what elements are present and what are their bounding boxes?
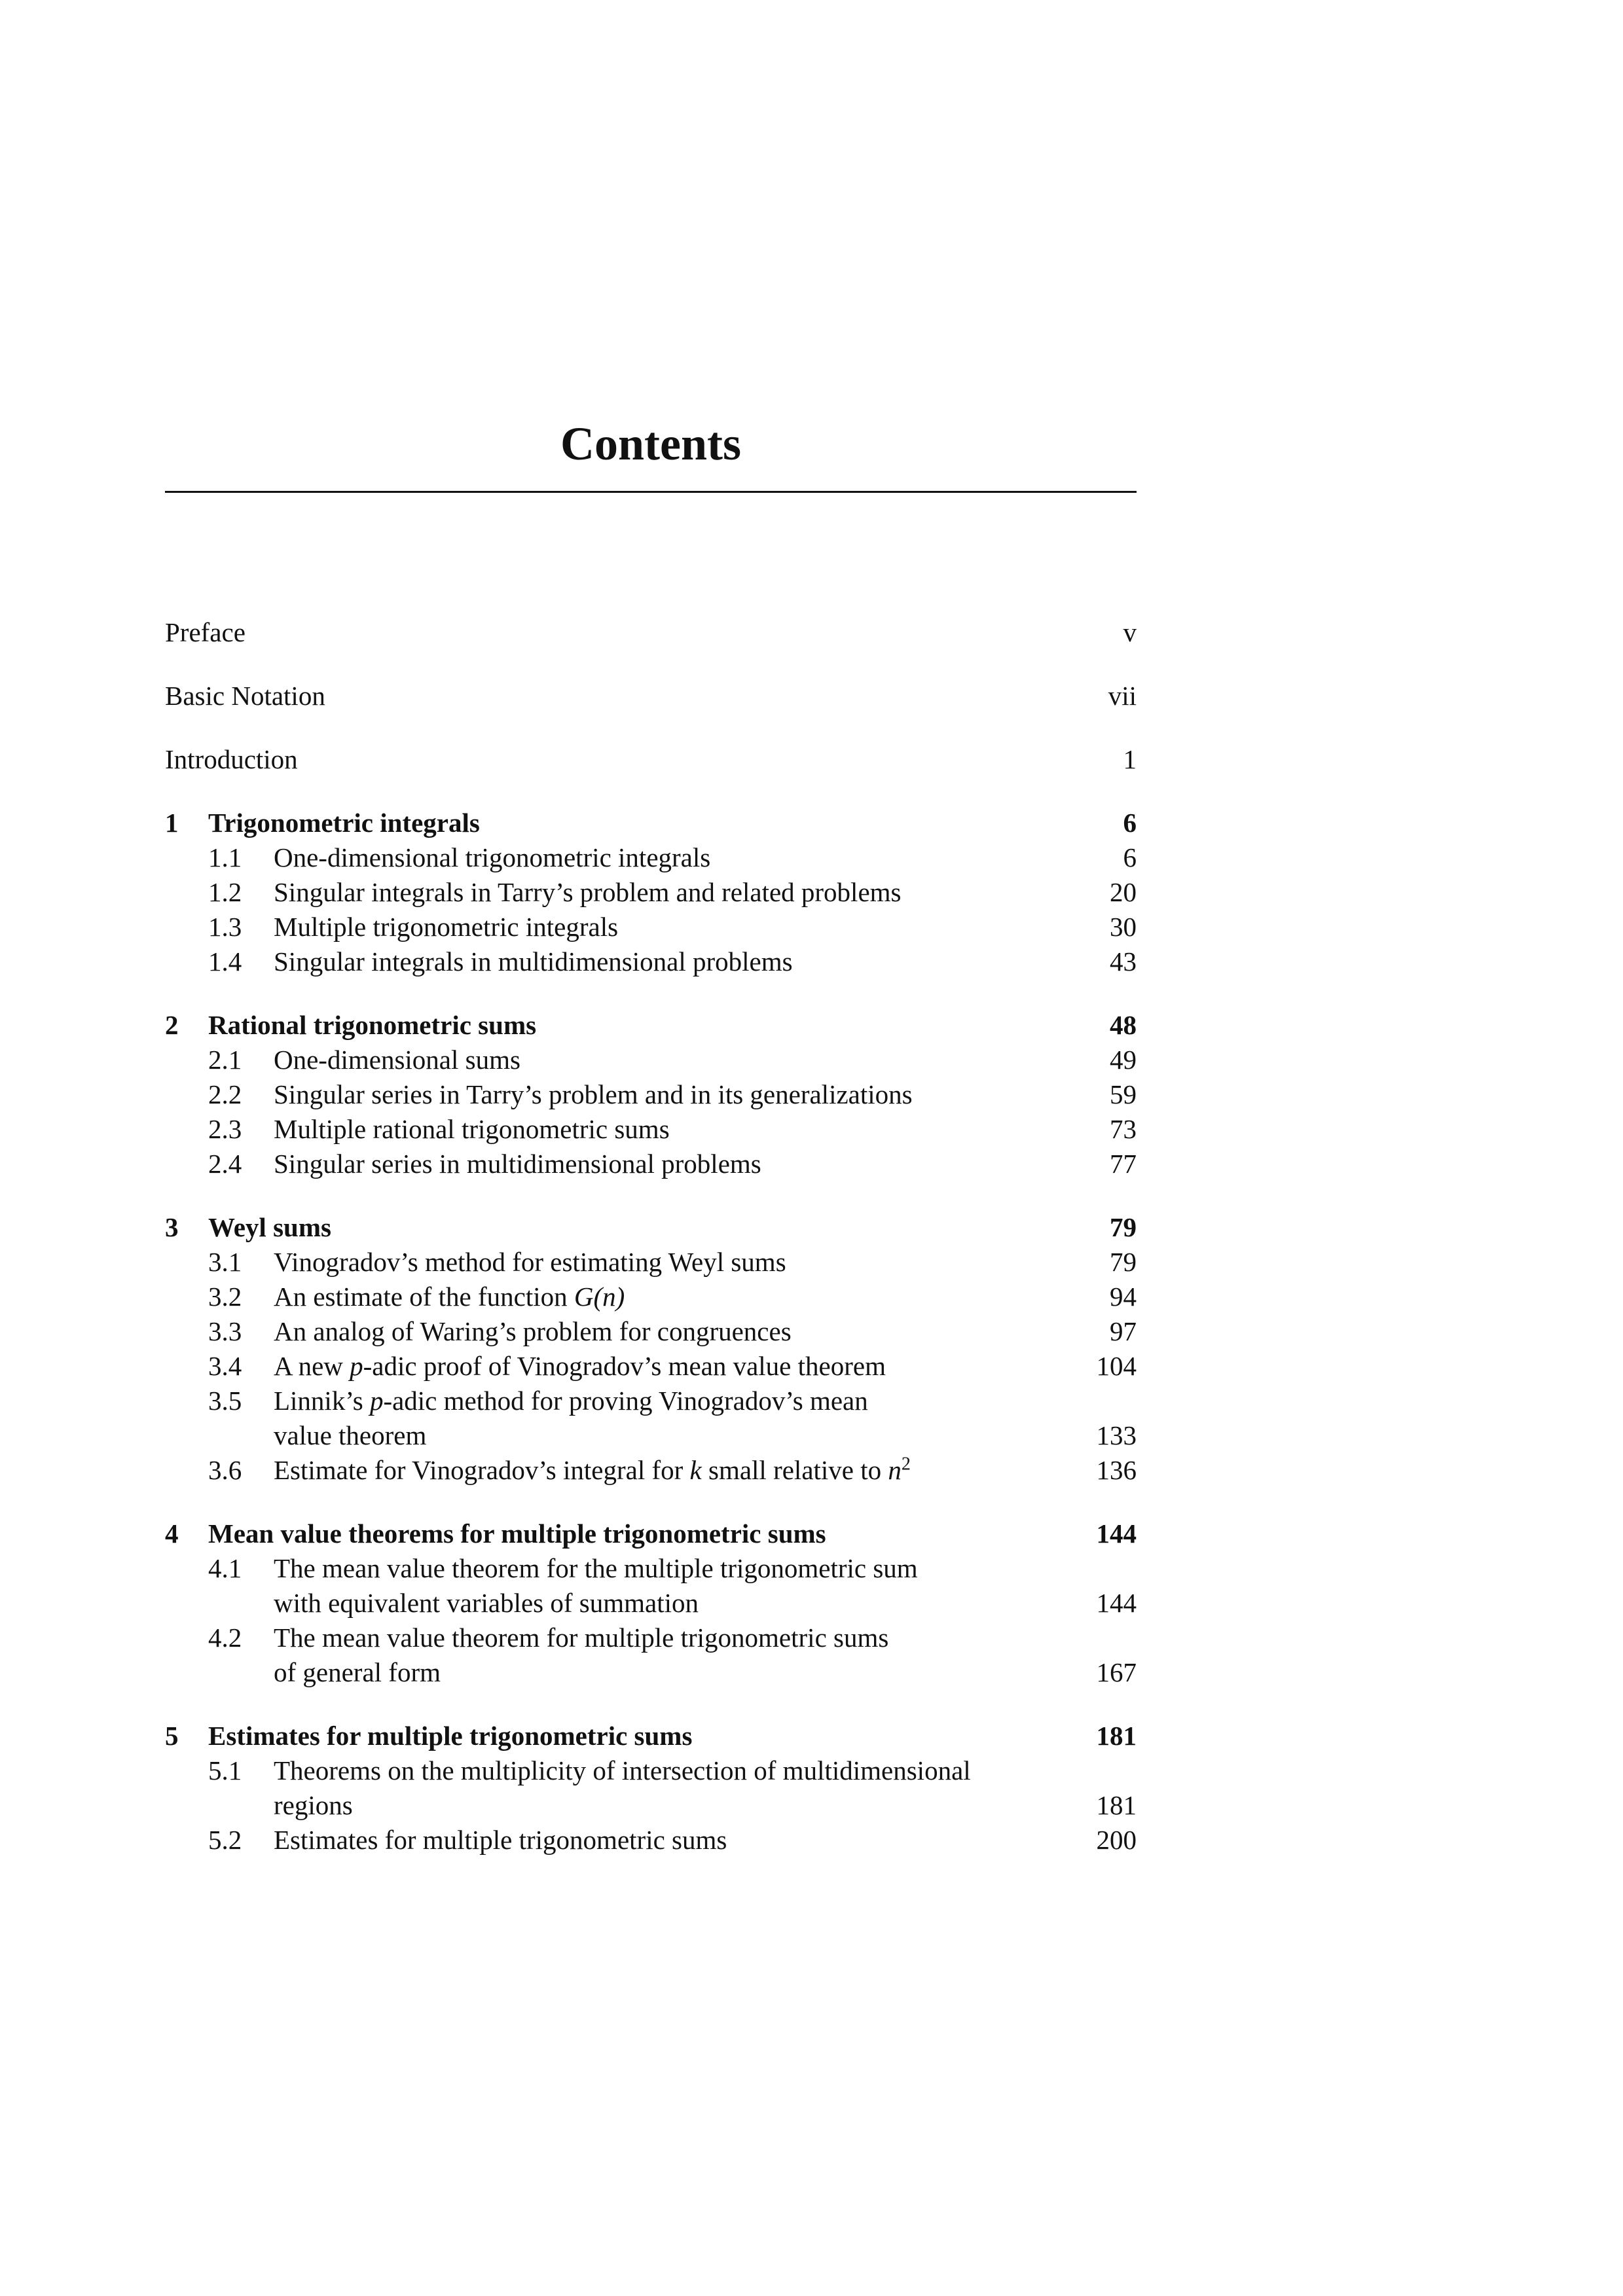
toc-entry-introduction[interactable]	[165, 742, 1137, 777]
section-entry-continuation[interactable]	[165, 1788, 1137, 1823]
section-entry[interactable]	[165, 1077, 1137, 1112]
toc-entry-basic-notation[interactable]	[165, 679, 1137, 713]
chapter-title: Mean value theorems for multiple trigonometric sums	[208, 1518, 826, 1549]
section-page: 167	[1096, 1657, 1137, 1687]
section-title: Estimates for multiple trigonometric sums	[274, 1825, 727, 1855]
section-title-text: A new	[274, 1351, 350, 1381]
section-title	[274, 1349, 886, 1384]
section-number: 3.3	[208, 1316, 242, 1346]
title-rule	[165, 491, 1137, 493]
chapter-number: 1	[165, 808, 179, 838]
math-expression: k	[689, 1455, 702, 1485]
section-number: 5.2	[208, 1825, 242, 1855]
section-page: 97	[1110, 1316, 1137, 1346]
section-title: The mean value theorem for multiple trigonometric sums	[274, 1623, 889, 1653]
chapter-4	[165, 1516, 1137, 1690]
section-entry[interactable]	[165, 1349, 1137, 1384]
math-expression: p	[369, 1386, 384, 1416]
section-entry[interactable]	[165, 1280, 1137, 1314]
table-of-contents	[165, 615, 1137, 1857]
section-page: 59	[1110, 1079, 1137, 1109]
section-page: 136	[1096, 1455, 1137, 1485]
chapter-heading[interactable]	[165, 1008, 1137, 1043]
chapter-3	[165, 1210, 1137, 1488]
section-entry[interactable]	[165, 1245, 1137, 1280]
toc-entry-label: Introduction	[165, 744, 298, 774]
section-title: Multiple rational trigonometric sums	[274, 1114, 670, 1144]
section-entry[interactable]	[165, 1453, 1137, 1488]
toc-entry-label: Basic Notation	[165, 681, 325, 711]
section-entry[interactable]	[165, 1753, 1137, 1788]
section-entry[interactable]	[165, 1112, 1137, 1147]
chapter-5	[165, 1719, 1137, 1857]
chapter-title: Weyl sums	[208, 1212, 331, 1242]
superscript: 2	[901, 1454, 911, 1475]
section-entry[interactable]	[165, 1147, 1137, 1181]
section-title: Vinogradov’s method for estimating Weyl sums	[274, 1247, 786, 1277]
section-number: 3.2	[208, 1282, 242, 1312]
chapter-page: 181	[1096, 1721, 1137, 1751]
section-number: 3.4	[208, 1351, 242, 1381]
section-title: Singular integrals in Tarry’s problem and related problems	[274, 877, 902, 907]
section-title-continuation: of general form	[274, 1657, 441, 1687]
chapter-heading[interactable]	[165, 806, 1137, 840]
section-number: 1.3	[208, 912, 242, 942]
section-page: 104	[1096, 1351, 1137, 1381]
toc-entry-preface[interactable]	[165, 615, 1137, 650]
section-entry[interactable]	[165, 1314, 1137, 1349]
section-page: 43	[1110, 946, 1137, 977]
chapter-title: Rational trigonometric sums	[208, 1010, 537, 1040]
chapter-heading[interactable]	[165, 1210, 1137, 1245]
section-title: An analog of Waring’s problem for congruences	[274, 1316, 792, 1346]
section-title: Singular series in Tarry’s problem and in its generalizations	[274, 1079, 913, 1109]
math-expression: n	[888, 1455, 902, 1485]
section-page: 6	[1123, 842, 1137, 872]
chapter-1	[165, 806, 1137, 979]
section-entry[interactable]	[165, 875, 1137, 910]
section-entry-continuation[interactable]	[165, 1655, 1137, 1690]
section-number: 2.4	[208, 1149, 242, 1179]
section-title-text: small relative to	[701, 1455, 888, 1485]
chapter-2	[165, 1008, 1137, 1181]
section-page: 73	[1110, 1114, 1137, 1144]
section-page: 94	[1110, 1282, 1137, 1312]
section-title-text: An estimate of the function	[274, 1282, 574, 1312]
chapter-heading[interactable]	[165, 1719, 1137, 1753]
section-title	[274, 1453, 911, 1488]
section-number: 1.2	[208, 877, 242, 907]
section-number: 2.3	[208, 1114, 242, 1144]
section-entry[interactable]	[165, 840, 1137, 875]
section-page: 133	[1096, 1420, 1137, 1450]
math-expression: p	[350, 1351, 363, 1381]
section-title	[274, 1384, 868, 1418]
section-entry[interactable]	[165, 1384, 1137, 1418]
section-title-text: Estimate for Vinogradov’s integral for	[274, 1455, 690, 1485]
section-number: 3.5	[208, 1386, 242, 1416]
toc-entry-page: v	[1123, 617, 1137, 647]
section-entry-continuation[interactable]	[165, 1586, 1137, 1621]
section-number: 1.4	[208, 946, 242, 977]
section-title: Theorems on the multiplicity of intersection of multidimensional	[274, 1755, 971, 1785]
section-title-text: -adic proof of Vinogradov’s mean value theorem	[363, 1351, 886, 1381]
section-entry[interactable]	[165, 1823, 1137, 1857]
chapter-heading[interactable]	[165, 1516, 1137, 1551]
section-title: The mean value theorem for the multiple trigonometric sum	[274, 1553, 918, 1583]
section-page: 77	[1110, 1149, 1137, 1179]
section-number: 1.1	[208, 842, 242, 872]
chapter-number: 4	[165, 1518, 179, 1549]
section-entry[interactable]	[165, 1551, 1137, 1586]
section-number: 4.2	[208, 1623, 242, 1653]
chapter-title: Trigonometric integrals	[208, 808, 480, 838]
section-title-continuation: with equivalent variables of summation	[274, 1588, 699, 1618]
section-title: One-dimensional sums	[274, 1045, 520, 1075]
section-page: 49	[1110, 1045, 1137, 1075]
section-number: 5.1	[208, 1755, 242, 1785]
section-number: 2.2	[208, 1079, 242, 1109]
section-entry[interactable]	[165, 910, 1137, 944]
section-entry[interactable]	[165, 1043, 1137, 1077]
section-title: Multiple trigonometric integrals	[274, 912, 619, 942]
section-entry[interactable]	[165, 1621, 1137, 1655]
section-title-continuation: value theorem	[274, 1420, 427, 1450]
toc-entry-label: Preface	[165, 617, 246, 647]
section-entry-continuation[interactable]	[165, 1418, 1137, 1453]
section-page: 144	[1096, 1588, 1137, 1618]
section-page: 30	[1110, 912, 1137, 942]
section-title-text: Linnik’s	[274, 1386, 370, 1416]
section-title: One-dimensional trigonometric integrals	[274, 842, 711, 872]
chapter-number: 3	[165, 1212, 179, 1242]
section-title-continuation: regions	[274, 1790, 353, 1820]
toc-entry-page: 1	[1123, 744, 1137, 774]
chapter-number: 2	[165, 1010, 179, 1040]
section-title	[274, 1280, 625, 1314]
chapter-title: Estimates for multiple trigonometric sums	[208, 1721, 693, 1751]
section-number: 2.1	[208, 1045, 242, 1075]
section-title: Singular series in multidimensional problems	[274, 1149, 761, 1179]
section-page: 79	[1110, 1247, 1137, 1277]
section-number: 3.6	[208, 1455, 242, 1485]
toc-entry-page: vii	[1108, 681, 1137, 711]
chapter-page: 79	[1110, 1212, 1137, 1242]
section-page: 200	[1096, 1825, 1137, 1855]
section-page: 181	[1096, 1790, 1137, 1820]
section-title: Singular integrals in multidimensional problems	[274, 946, 793, 977]
section-entry[interactable]	[165, 944, 1137, 979]
section-page: 20	[1110, 877, 1137, 907]
chapter-page: 144	[1096, 1518, 1137, 1549]
math-expression: G(n)	[574, 1282, 625, 1312]
chapter-number: 5	[165, 1721, 179, 1751]
chapter-page: 6	[1123, 808, 1137, 838]
section-number: 4.1	[208, 1553, 242, 1583]
chapter-page: 48	[1110, 1010, 1137, 1040]
section-number: 3.1	[208, 1247, 242, 1277]
section-title-text: -adic method for proving Vinogradov’s mean	[383, 1386, 868, 1416]
page-title: Contents	[560, 418, 741, 470]
